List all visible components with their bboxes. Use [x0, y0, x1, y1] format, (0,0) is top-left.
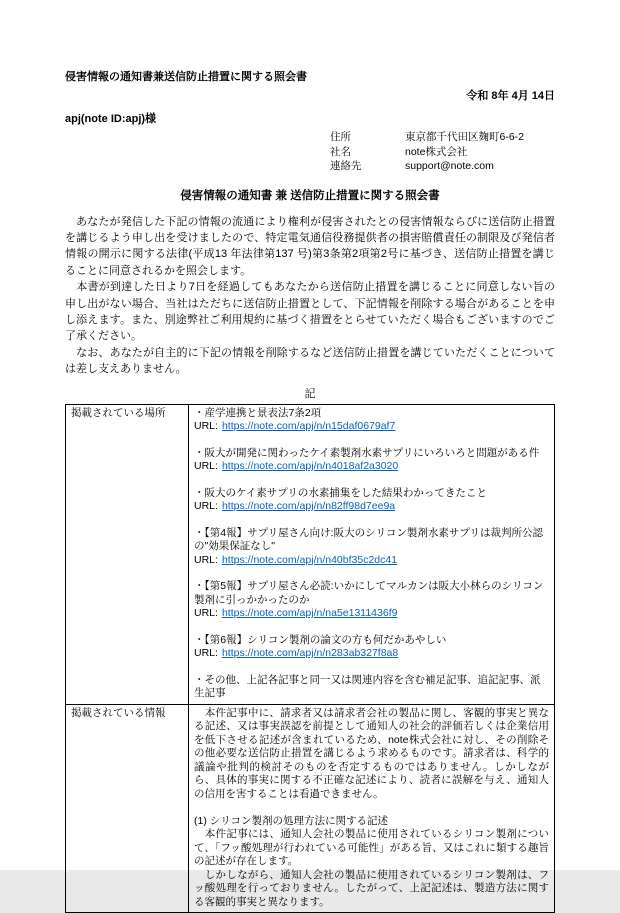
body-paragraph-3: なお、あなたが自主的に下記の情報を削除するなど送信防止措置を講じていただくことについては差し支えありません。 [65, 346, 555, 376]
sender-contact-value: support@note.com [405, 160, 494, 172]
url-label: URL: [194, 420, 218, 433]
article-link-3[interactable]: https://note.com/apj/n/n82ff98d7ee9a [221, 500, 396, 513]
sender-address-value: 東京都千代田区麹町6-6-2 [405, 131, 525, 143]
sender-contact-row [330, 159, 555, 174]
sender-contact-label: 連絡先 [330, 160, 362, 172]
url-label: URL: [194, 553, 218, 566]
body-paragraph-2: 本書が到達した日より7日を経過してもあなたから送信防止措置を講じることに同意しない旨の申し出がない場合、当社はただちに送信防止措置として、下記情報を削除する場合があることを申し添えます。また、別途弊社ご利用規約に基づく措置をとらせていただく場合もございますのでご了承ください。 [65, 281, 555, 343]
article-item-6 [194, 634, 549, 661]
article-url-line-3 [194, 500, 549, 514]
sender-address-row [330, 130, 555, 145]
info-section1-paragraph-1: 本件記事には、通知人会社の製品に使用されているシリコン製剤について、「フッ酸処理が行われている可能性」がある旨、又はこれに類する趣旨の記述が存在します。 [194, 828, 549, 868]
article-link-4[interactable]: https://note.com/apj/n/n40bf35c2dc41 [221, 553, 398, 566]
notice-table [65, 404, 555, 913]
article-item-4 [194, 527, 549, 568]
recipient-name: apj(note ID:apj)様 [65, 113, 157, 125]
ki-heading: 記 [304, 387, 316, 400]
row1-header-cell: 掲載されている場所 [66, 404, 189, 704]
url-label: URL: [194, 460, 218, 473]
table-row-locations [66, 404, 555, 704]
article-item-1 [194, 407, 549, 434]
body-paragraph-1: あなたが発信した下記の情報の流通により権利が侵害されたとの侵害情報ならびに送信防止措置を講じるよう申し出を受けましたので、特定電気通信役務提供者の損害賠償責任の制限及び発信者情報の開示に関する法律(平成13 年法律第137 号)第3条第2項第2号に基づき、送信防止措置を講じることに同意されるかを照会します。 [65, 215, 555, 277]
article-link-6[interactable]: https://note.com/apj/n/n283ab327f8a8 [221, 647, 399, 660]
row2-content-cell [189, 704, 555, 913]
article-link-5[interactable]: https://note.com/apj/n/na5e1311436f9 [221, 607, 398, 620]
notice-body [65, 214, 555, 378]
url-label: URL: [194, 500, 218, 513]
article-url-line-6 [194, 647, 549, 661]
article-link-1[interactable]: https://note.com/apj/n/n15daf0679af7 [221, 420, 396, 433]
article-url-line-5 [194, 607, 549, 621]
info-section1-paragraph-2: しかしながら、通知人会社の製品に使用されているシリコン製剤は、フッ酸処理を行っておりません。したがって、上記記述は、製造方法に関する客観的事実と異なります。 [194, 868, 549, 908]
document-header-title: 侵害情報の通知書兼送信防止措置に関する照会書 [65, 71, 307, 83]
article-url-line-1 [194, 420, 549, 434]
article-title-other: ・その他、上記各記事と同一又は関連内容を含む補足記事、追記記事、派生記事 [194, 673, 541, 700]
info-section1-heading: (1) シリコン製剤の処理方法に関する記述 [194, 814, 389, 827]
article-title-2: ・阪大が開発に関わったケイ素製剤水素サプリにいろいろと問題がある件 [194, 446, 540, 459]
row1-content-cell [189, 404, 555, 704]
article-item-5 [194, 580, 549, 621]
article-item-other [194, 674, 549, 701]
article-title-5: ・【第5報】サプリ屋さん必読:いかにしてマルカンは阪大小林らのシリコン製剤に引っかかったのか [194, 580, 544, 606]
sender-info-block [330, 130, 555, 174]
article-title-6: ・【第6報】シリコン製剤の論文の方も何だかあやしい [194, 633, 447, 646]
document-subject-title: 侵害情報の通知書 兼 送信防止措置に関する照会書 [180, 189, 440, 202]
info-paragraph-1: 本件記事中に、請求者又は請求者会社の製品に関し、客観的事実と異なる記述、又は事実誤認を前提として通知人の社会的評価若しくは企業信用を低下させる記述が含まれているため、note株式会社に対し、その削除その他必要な送信防止措置を講じるよう求めるものです。請求者は、科学的議論や批判的検討そのものを否定するものではありません。しかしながら、具体的事実に関する不正確な記述により、読者に誤解を与え、通知人の信用を害することは看過できません。 [194, 706, 549, 800]
article-title-1: ・産学連携と景表法7条2項 [194, 406, 322, 419]
article-url-line-4 [194, 554, 549, 568]
sender-company-value: note株式会社 [405, 145, 468, 158]
article-item-3 [194, 487, 549, 514]
article-title-3: ・阪大のケイ素サプリの水素捕集をした結果わかってきたこと [194, 486, 487, 499]
sender-address-label: 住所 [330, 131, 351, 143]
blank-line [194, 801, 549, 815]
article-title-4: ・【第4報】サプリ屋さん向け:阪大のシリコン製剤水素サプリは裁判所公認の"効果保証なし" [194, 526, 543, 553]
table-row-information [66, 704, 555, 913]
document-date: 令和 8年 4月 14日 [466, 90, 555, 102]
sender-company-label: 社名 [330, 145, 351, 158]
url-label: URL: [194, 647, 218, 660]
article-item-2 [194, 447, 549, 474]
row2-header-cell: 掲載されている情報 [66, 704, 189, 913]
article-link-2[interactable]: https://note.com/apj/n/n4018af2a3020 [221, 460, 399, 473]
sender-company-row [330, 145, 555, 160]
url-label: URL: [194, 607, 218, 620]
article-url-line-2 [194, 460, 549, 474]
